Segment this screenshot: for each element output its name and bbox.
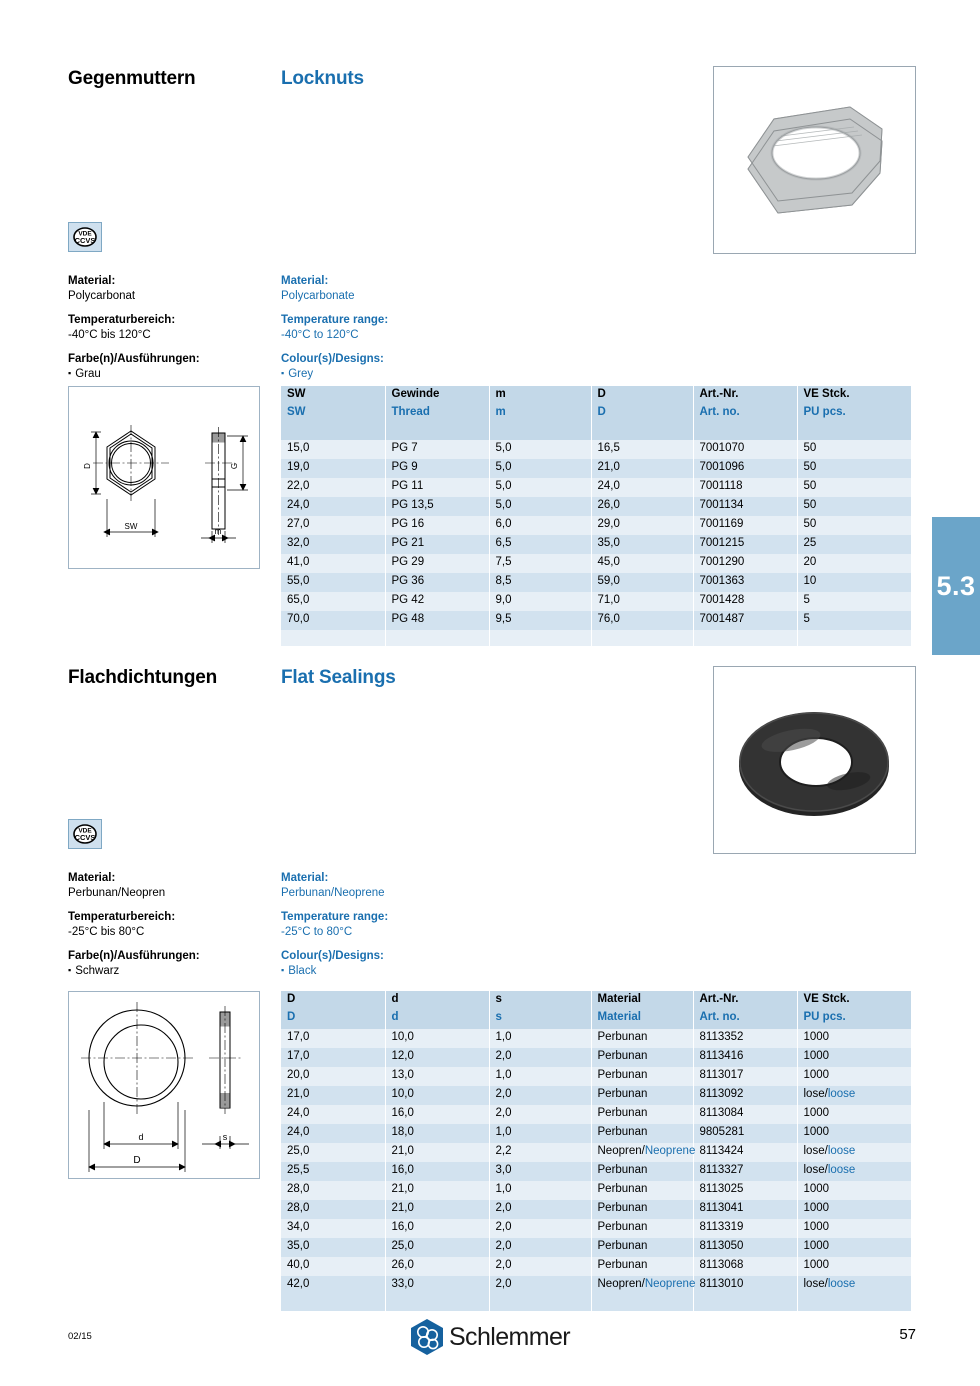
locknuts-cell-r3-c2: 5,0 bbox=[489, 497, 591, 516]
locknuts-cell-r6-c0: 41,0 bbox=[281, 554, 385, 573]
flat-sealings-cell-s-r1: 2,0 bbox=[489, 1048, 591, 1067]
locknuts-header-spacer-cell bbox=[797, 424, 911, 440]
footer-brand-logo bbox=[0, 1318, 980, 1356]
locknut-dim-D-label: D bbox=[83, 463, 92, 469]
flat-sealings-cell-artno-r10: 8113319 bbox=[693, 1219, 797, 1238]
locknuts-cell-r2-c5: 50 bbox=[797, 478, 911, 497]
flat-sealings-table bbox=[281, 991, 911, 1311]
locknuts-cell-r6-c1: PG 29 bbox=[385, 554, 489, 573]
flat-sealings-cell-material-r6: Neopren/Neoprene bbox=[591, 1143, 693, 1162]
locknuts-cell-r9-c3: 76,0 bbox=[591, 611, 693, 630]
temperature-label-en-2: Temperature range: bbox=[281, 911, 389, 923]
flat-sealings-tail-cell bbox=[797, 1295, 911, 1311]
locknuts-cell-r5-c3: 35,0 bbox=[591, 535, 693, 554]
locknuts-table-body bbox=[281, 440, 911, 646]
flat-sealings-cell-artno-r9: 8113041 bbox=[693, 1200, 797, 1219]
flat-sealings-cell-d-r13: 33,0 bbox=[385, 1276, 489, 1295]
colour-value-en: ▪ Grey bbox=[281, 367, 511, 382]
flat-sealings-cell-D-r9: 28,0 bbox=[281, 1200, 385, 1219]
locknuts-cell-r1-c3: 21,0 bbox=[591, 459, 693, 478]
locknuts-col-header-de-1: Gewinde bbox=[385, 386, 489, 404]
locknut-dim-SW-label: SW bbox=[124, 522, 138, 531]
flat-sealings-cell-s-r9: 2,0 bbox=[489, 1200, 591, 1219]
table-row bbox=[281, 1257, 911, 1276]
flat-sealings-cell-pu-r3: lose/loose bbox=[797, 1086, 911, 1105]
flat-sealings-cell-d-r4: 16,0 bbox=[385, 1105, 489, 1124]
flat-sealings-cell-material-r1: Perbunan bbox=[591, 1048, 693, 1067]
flat-sealings-cell-pu-r2: 1000 bbox=[797, 1067, 911, 1086]
locknuts-cell-r4-c1: PG 16 bbox=[385, 516, 489, 535]
locknuts-cell-r7-c4: 7001363 bbox=[693, 573, 797, 592]
locknuts-cell-r5-c0: 32,0 bbox=[281, 535, 385, 554]
flat-sealings-cell-D-r2: 20,0 bbox=[281, 1067, 385, 1086]
table-row bbox=[281, 1181, 911, 1200]
flat-sealings-table-body bbox=[281, 1029, 911, 1311]
locknuts-cell-r7-c0: 55,0 bbox=[281, 573, 385, 592]
locknuts-cell-r1-c2: 5,0 bbox=[489, 459, 591, 478]
flat-sealings-cell-material-r13: Neopren/Neoprene bbox=[591, 1276, 693, 1295]
locknuts-col-header-de-5: VE Stck. bbox=[797, 386, 911, 404]
locknut-drawing-graphic bbox=[69, 387, 259, 568]
flat-sealings-tail-cell bbox=[385, 1295, 489, 1311]
flat-sealings-cell-artno-r1: 8113416 bbox=[693, 1048, 797, 1067]
locknuts-cell-r2-c2: 5,0 bbox=[489, 478, 591, 497]
temperature-label-de-2: Temperaturbereich: bbox=[68, 911, 176, 923]
colour-label-de: Farbe(n)/Ausführungen: bbox=[68, 353, 200, 365]
certification-badge-icon bbox=[68, 222, 102, 252]
flat-sealings-col-header-en-4: Art. no. bbox=[693, 1009, 797, 1029]
temperature-value-en-2: -25°C to 80°C bbox=[281, 926, 353, 938]
locknuts-col-header-en-3: D bbox=[591, 404, 693, 424]
flat-sealings-cell-pu-r13: lose/loose bbox=[797, 1276, 911, 1295]
locknuts-tail-cell bbox=[385, 630, 489, 646]
locknuts-cell-r0-c4: 7001070 bbox=[693, 440, 797, 459]
flat-sealings-cell-artno-r2: 8113017 bbox=[693, 1067, 797, 1086]
flat-sealings-cell-material-r9: Perbunan bbox=[591, 1200, 693, 1219]
locknuts-cell-r4-c0: 27,0 bbox=[281, 516, 385, 535]
locknuts-cell-r3-c5: 50 bbox=[797, 497, 911, 516]
flat-sealings-cell-pu-r8: 1000 bbox=[797, 1181, 911, 1200]
flat-sealings-col-header-en-2: s bbox=[489, 1009, 591, 1029]
locknuts-cell-r7-c5: 10 bbox=[797, 573, 911, 592]
flat-sealings-cell-D-r1: 17,0 bbox=[281, 1048, 385, 1067]
locknuts-cell-r2-c0: 22,0 bbox=[281, 478, 385, 497]
flat-sealings-cell-d-r10: 16,0 bbox=[385, 1219, 489, 1238]
flat-sealings-cell-d-r2: 13,0 bbox=[385, 1067, 489, 1086]
locknuts-tail-cell bbox=[281, 630, 385, 646]
footer-date: 02/15 bbox=[68, 1331, 92, 1342]
flat-sealings-cell-s-r13: 2,0 bbox=[489, 1276, 591, 1295]
flat-sealings-cell-pu-r4: 1000 bbox=[797, 1105, 911, 1124]
flat-sealings-cell-d-r1: 12,0 bbox=[385, 1048, 489, 1067]
locknuts-col-header-de-4: Art.-Nr. bbox=[693, 386, 797, 404]
colour-value-de: ▪ Grau bbox=[68, 367, 298, 382]
flat-sealings-cell-D-r8: 28,0 bbox=[281, 1181, 385, 1200]
locknuts-table-head bbox=[281, 386, 911, 440]
locknuts-cell-r0-c3: 16,5 bbox=[591, 440, 693, 459]
locknuts-header-spacer-cell bbox=[385, 424, 489, 440]
material-label-de-2: Material: bbox=[68, 872, 116, 884]
certification-badge-icon-2 bbox=[68, 819, 102, 849]
flat-sealings-cell-material-r11: Perbunan bbox=[591, 1238, 693, 1257]
locknuts-cell-r8-c1: PG 42 bbox=[385, 592, 489, 611]
flat-sealings-cell-D-r3: 21,0 bbox=[281, 1086, 385, 1105]
flat-sealings-cell-d-r3: 10,0 bbox=[385, 1086, 489, 1105]
table-row bbox=[281, 516, 911, 535]
colour-value-de-2: ▪ Schwarz bbox=[68, 964, 298, 979]
table-row bbox=[281, 1124, 911, 1143]
flat-sealings-col-header-de-5: VE Stck. bbox=[797, 991, 911, 1009]
svg-text:CCVS: CCVS bbox=[74, 236, 96, 245]
material-value-en: Polycarbonate bbox=[281, 290, 355, 302]
locknuts-tail-cell bbox=[489, 630, 591, 646]
flat-sealings-cell-artno-r3: 8113092 bbox=[693, 1086, 797, 1105]
flat-sealings-cell-material-r8: Perbunan bbox=[591, 1181, 693, 1200]
table-row bbox=[281, 1048, 911, 1067]
locknuts-col-header-en-1: Thread bbox=[385, 404, 489, 424]
flat-sealings-cell-material-r4: Perbunan bbox=[591, 1105, 693, 1124]
flat-sealings-cell-material-r10: Perbunan bbox=[591, 1219, 693, 1238]
flat-sealings-cell-D-r11: 35,0 bbox=[281, 1238, 385, 1257]
locknuts-col-header-en-0: SW bbox=[281, 404, 385, 424]
locknuts-header-spacer bbox=[281, 424, 911, 440]
flat-sealings-cell-material-r5: Perbunan bbox=[591, 1124, 693, 1143]
flat-sealings-col-header-de-4: Art.-Nr. bbox=[693, 991, 797, 1009]
flat-sealings-col-header-de-2: s bbox=[489, 991, 591, 1009]
locknuts-cell-r3-c0: 24,0 bbox=[281, 497, 385, 516]
section-tab bbox=[932, 517, 980, 655]
flat-sealings-cell-s-r12: 2,0 bbox=[489, 1257, 591, 1276]
locknuts-cell-r5-c5: 25 bbox=[797, 535, 911, 554]
flat-sealings-cell-D-r0: 17,0 bbox=[281, 1029, 385, 1048]
flat-sealings-cell-pu-r1: 1000 bbox=[797, 1048, 911, 1067]
table-row bbox=[281, 611, 911, 630]
flat-sealings-cell-s-r11: 2,0 bbox=[489, 1238, 591, 1257]
flat-sealing-photo-graphic bbox=[714, 667, 915, 853]
flat-sealings-cell-d-r0: 10,0 bbox=[385, 1029, 489, 1048]
table-row bbox=[281, 1276, 911, 1295]
locknuts-cell-r4-c5: 50 bbox=[797, 516, 911, 535]
locknuts-cell-r9-c0: 70,0 bbox=[281, 611, 385, 630]
flat-sealings-tail-cell bbox=[281, 1295, 385, 1311]
locknuts-cell-r3-c1: PG 13,5 bbox=[385, 497, 489, 516]
flat-sealings-cell-D-r13: 42,0 bbox=[281, 1276, 385, 1295]
flat-sealings-cell-s-r4: 2,0 bbox=[489, 1105, 591, 1124]
flat-sealings-cell-material-r3: Perbunan bbox=[591, 1086, 693, 1105]
flat-sealings-cell-s-r3: 2,0 bbox=[489, 1086, 591, 1105]
locknuts-tail-cell bbox=[591, 630, 693, 646]
colour-value-en-2: ▪ Black bbox=[281, 964, 511, 979]
flat-sealings-cell-D-r7: 25,5 bbox=[281, 1162, 385, 1181]
flat-sealings-header-row-de bbox=[281, 991, 911, 1009]
locknuts-cell-r8-c3: 71,0 bbox=[591, 592, 693, 611]
colour-label-en: Colour(s)/Designs: bbox=[281, 353, 384, 365]
flat-sealings-cell-artno-r5: 9805281 bbox=[693, 1124, 797, 1143]
footer-page-number: 57 bbox=[899, 1326, 916, 1343]
flat-sealings-cell-artno-r0: 8113352 bbox=[693, 1029, 797, 1048]
locknut-product-photo bbox=[713, 66, 916, 254]
locknuts-cell-r1-c4: 7001096 bbox=[693, 459, 797, 478]
flat-sealings-cell-material-r0: Perbunan bbox=[591, 1029, 693, 1048]
locknuts-header-spacer-cell bbox=[693, 424, 797, 440]
flat-sealings-tail-cell bbox=[693, 1295, 797, 1311]
flat-sealings-cell-artno-r4: 8113084 bbox=[693, 1105, 797, 1124]
flat-sealings-cell-d-r7: 16,0 bbox=[385, 1162, 489, 1181]
locknuts-cell-r4-c2: 6,0 bbox=[489, 516, 591, 535]
locknuts-cell-r2-c1: PG 11 bbox=[385, 478, 489, 497]
locknuts-cell-r6-c5: 20 bbox=[797, 554, 911, 573]
locknuts-col-header-de-2: m bbox=[489, 386, 591, 404]
flat-sealings-cell-material-r2: Perbunan bbox=[591, 1067, 693, 1086]
locknuts-cell-r5-c2: 6,5 bbox=[489, 535, 591, 554]
flat-sealings-cell-D-r12: 40,0 bbox=[281, 1257, 385, 1276]
locknut-photo-graphic bbox=[714, 67, 915, 253]
locknuts-cell-r4-c4: 7001169 bbox=[693, 516, 797, 535]
flat-sealings-cell-pu-r11: 1000 bbox=[797, 1238, 911, 1257]
colour-label-en-2: Colour(s)/Designs: bbox=[281, 950, 384, 962]
flat-sealings-tail-cell bbox=[489, 1295, 591, 1311]
table-row bbox=[281, 440, 911, 459]
temperature-value-de: -40°C bis 120°C bbox=[68, 329, 151, 341]
flat-sealings-cell-pu-r5: 1000 bbox=[797, 1124, 911, 1143]
locknuts-cell-r0-c1: PG 7 bbox=[385, 440, 489, 459]
locknuts-cell-r7-c1: PG 36 bbox=[385, 573, 489, 592]
table-row bbox=[281, 497, 911, 516]
locknuts-cell-r0-c5: 50 bbox=[797, 440, 911, 459]
locknuts-cell-r1-c5: 50 bbox=[797, 459, 911, 478]
flat-sealing-product-photo bbox=[713, 666, 916, 854]
flat-sealings-cell-D-r6: 25,0 bbox=[281, 1143, 385, 1162]
seal-dim-d-label: d bbox=[138, 1132, 144, 1142]
locknuts-cell-r8-c0: 65,0 bbox=[281, 592, 385, 611]
flat-sealings-cell-artno-r13: 8113010 bbox=[693, 1276, 797, 1295]
temperature-label-de: Temperaturbereich: bbox=[68, 314, 176, 326]
locknuts-col-header-en-4: Art. no. bbox=[693, 404, 797, 424]
flat-sealings-cell-s-r0: 1,0 bbox=[489, 1029, 591, 1048]
flat-sealing-technical-drawing bbox=[68, 991, 260, 1179]
material-value-de: Polycarbonat bbox=[68, 290, 136, 302]
flat-sealings-cell-d-r8: 21,0 bbox=[385, 1181, 489, 1200]
flat-sealings-cell-D-r5: 24,0 bbox=[281, 1124, 385, 1143]
flat-sealings-cell-d-r5: 18,0 bbox=[385, 1124, 489, 1143]
locknuts-cell-r7-c2: 8,5 bbox=[489, 573, 591, 592]
section-1-heading-en: Locknuts bbox=[281, 68, 364, 89]
flat-sealings-cell-D-r4: 24,0 bbox=[281, 1105, 385, 1124]
flat-sealings-col-header-en-5: PU pcs. bbox=[797, 1009, 911, 1029]
flat-sealings-cell-d-r12: 26,0 bbox=[385, 1257, 489, 1276]
table-row bbox=[281, 478, 911, 497]
locknuts-cell-r1-c0: 19,0 bbox=[281, 459, 385, 478]
flat-sealings-cell-pu-r6: lose/loose bbox=[797, 1143, 911, 1162]
flat-sealings-cell-artno-r11: 8113050 bbox=[693, 1238, 797, 1257]
flat-sealings-cell-pu-r7: lose/loose bbox=[797, 1162, 911, 1181]
locknuts-header-row-de bbox=[281, 386, 911, 404]
material-value-de-2: Perbunan/Neopren bbox=[68, 887, 166, 899]
flat-sealings-cell-artno-r8: 8113025 bbox=[693, 1181, 797, 1200]
locknuts-table bbox=[281, 386, 911, 646]
flat-sealings-cell-pu-r9: 1000 bbox=[797, 1200, 911, 1219]
locknut-technical-drawing bbox=[68, 386, 260, 569]
vde-mark-icon-2 bbox=[72, 823, 98, 845]
flat-sealings-col-header-en-1: d bbox=[385, 1009, 489, 1029]
section-2-heading-de: Flachdichtungen bbox=[68, 667, 218, 688]
locknuts-header-spacer-cell bbox=[281, 424, 385, 440]
table-row bbox=[281, 1162, 911, 1181]
flat-sealings-cell-material-r7: Perbunan bbox=[591, 1162, 693, 1181]
table-row bbox=[281, 1238, 911, 1257]
flat-sealings-cell-d-r11: 25,0 bbox=[385, 1238, 489, 1257]
locknuts-cell-r0-c2: 5,0 bbox=[489, 440, 591, 459]
table-row bbox=[281, 535, 911, 554]
flat-sealings-col-header-de-0: D bbox=[281, 991, 385, 1009]
svg-text:CCVS: CCVS bbox=[74, 833, 96, 842]
locknuts-header-row-en bbox=[281, 404, 911, 424]
table-row bbox=[281, 592, 911, 611]
flat-sealings-cell-s-r8: 1,0 bbox=[489, 1181, 591, 1200]
table-row bbox=[281, 1105, 911, 1124]
flat-sealings-cell-artno-r6: 8113424 bbox=[693, 1143, 797, 1162]
seal-dim-s-label: s bbox=[222, 1132, 228, 1142]
flat-sealings-cell-pu-r0: 1000 bbox=[797, 1029, 911, 1048]
flat-sealing-drawing-graphic bbox=[69, 992, 259, 1178]
locknuts-cell-r8-c2: 9,0 bbox=[489, 592, 591, 611]
flat-sealings-cell-artno-r7: 8113327 bbox=[693, 1162, 797, 1181]
locknuts-cell-r5-c1: PG 21 bbox=[385, 535, 489, 554]
locknuts-col-header-en-5: PU pcs. bbox=[797, 404, 911, 424]
locknuts-cell-r6-c3: 45,0 bbox=[591, 554, 693, 573]
flat-sealings-cell-s-r10: 2,0 bbox=[489, 1219, 591, 1238]
seal-dim-D-label: D bbox=[133, 1155, 141, 1166]
section-1-spec-en bbox=[281, 274, 511, 391]
vde-mark-icon bbox=[72, 226, 98, 248]
table-row bbox=[281, 1143, 911, 1162]
flat-sealings-col-header-en-0: D bbox=[281, 1009, 385, 1029]
locknuts-tail-cell bbox=[797, 630, 911, 646]
table-row bbox=[281, 1086, 911, 1105]
flat-sealings-cell-D-r10: 34,0 bbox=[281, 1219, 385, 1238]
material-label-en: Material: bbox=[281, 275, 329, 287]
temperature-value-de-2: -25°C bis 80°C bbox=[68, 926, 145, 938]
section-2-spec-de bbox=[68, 871, 298, 988]
table-row bbox=[281, 1029, 911, 1048]
flat-sealings-cell-d-r6: 21,0 bbox=[385, 1143, 489, 1162]
temperature-label-en: Temperature range: bbox=[281, 314, 389, 326]
flat-sealings-cell-material-r12: Perbunan bbox=[591, 1257, 693, 1276]
locknuts-cell-r1-c1: PG 9 bbox=[385, 459, 489, 478]
table-row bbox=[281, 554, 911, 573]
locknuts-header-spacer-cell bbox=[489, 424, 591, 440]
locknuts-tail-cell bbox=[693, 630, 797, 646]
locknut-dim-G-label: G bbox=[230, 462, 239, 470]
schlemmer-logo-icon bbox=[410, 1318, 444, 1356]
material-label-en-2: Material: bbox=[281, 872, 329, 884]
svg-text:VDE: VDE bbox=[78, 827, 92, 835]
flat-sealings-cell-s-r6: 2,2 bbox=[489, 1143, 591, 1162]
locknuts-cell-r2-c3: 24,0 bbox=[591, 478, 693, 497]
section-1-spec-de bbox=[68, 274, 298, 391]
locknuts-cell-r3-c3: 26,0 bbox=[591, 497, 693, 516]
flat-sealings-cell-pu-r10: 1000 bbox=[797, 1219, 911, 1238]
footer-brand-name: Schlemmer bbox=[448, 1322, 571, 1351]
flat-sealings-header-row-en bbox=[281, 1009, 911, 1029]
locknuts-cell-r4-c3: 29,0 bbox=[591, 516, 693, 535]
flat-sealings-cell-artno-r12: 8113068 bbox=[693, 1257, 797, 1276]
table-row bbox=[281, 573, 911, 592]
locknuts-cell-r9-c4: 7001487 bbox=[693, 611, 797, 630]
locknut-dim-m-label: m bbox=[214, 527, 222, 536]
section-tab-label: 5.3 bbox=[936, 570, 976, 601]
section-1-heading-de: Gegenmuttern bbox=[68, 68, 196, 89]
temperature-value-en: -40°C to 120°C bbox=[281, 329, 359, 341]
locknuts-col-header-de-3: D bbox=[591, 386, 693, 404]
table-row bbox=[281, 1219, 911, 1238]
locknuts-cell-r9-c1: PG 48 bbox=[385, 611, 489, 630]
locknuts-cell-r6-c2: 7,5 bbox=[489, 554, 591, 573]
locknuts-col-header-en-2: m bbox=[489, 404, 591, 424]
flat-sealings-col-header-de-1: d bbox=[385, 991, 489, 1009]
locknuts-cell-r2-c4: 7001118 bbox=[693, 478, 797, 497]
table-row bbox=[281, 1200, 911, 1219]
flat-sealings-cell-s-r7: 3,0 bbox=[489, 1162, 591, 1181]
flat-sealings-cell-s-r2: 1,0 bbox=[489, 1067, 591, 1086]
locknuts-cell-r3-c4: 7001134 bbox=[693, 497, 797, 516]
locknuts-cell-r5-c4: 7001215 bbox=[693, 535, 797, 554]
flat-sealings-tail-cell bbox=[591, 1295, 693, 1311]
flat-sealings-cell-pu-r12: 1000 bbox=[797, 1257, 911, 1276]
table-row-tail bbox=[281, 1295, 911, 1311]
locknuts-header-spacer-cell bbox=[591, 424, 693, 440]
table-row bbox=[281, 1067, 911, 1086]
section-2-heading-en: Flat Sealings bbox=[281, 667, 396, 688]
flat-sealings-col-header-de-3: Material bbox=[591, 991, 693, 1009]
locknuts-cell-r8-c5: 5 bbox=[797, 592, 911, 611]
locknuts-col-header-de-0: SW bbox=[281, 386, 385, 404]
locknuts-cell-r0-c0: 15,0 bbox=[281, 440, 385, 459]
section-2-spec-en bbox=[281, 871, 511, 988]
material-value-en-2: Perbunan/Neoprene bbox=[281, 887, 385, 899]
table-row-tail bbox=[281, 630, 911, 646]
locknuts-cell-r8-c4: 7001428 bbox=[693, 592, 797, 611]
material-label-de: Material: bbox=[68, 275, 116, 287]
colour-label-de-2: Farbe(n)/Ausführungen: bbox=[68, 950, 200, 962]
flat-sealings-cell-s-r5: 1,0 bbox=[489, 1124, 591, 1143]
flat-sealings-col-header-en-3: Material bbox=[591, 1009, 693, 1029]
table-row bbox=[281, 459, 911, 478]
flat-sealings-cell-d-r9: 21,0 bbox=[385, 1200, 489, 1219]
svg-text:VDE: VDE bbox=[78, 230, 92, 238]
locknuts-cell-r9-c2: 9,5 bbox=[489, 611, 591, 630]
locknuts-cell-r7-c3: 59,0 bbox=[591, 573, 693, 592]
locknuts-cell-r6-c4: 7001290 bbox=[693, 554, 797, 573]
flat-sealings-table-head bbox=[281, 991, 911, 1029]
locknuts-cell-r9-c5: 5 bbox=[797, 611, 911, 630]
